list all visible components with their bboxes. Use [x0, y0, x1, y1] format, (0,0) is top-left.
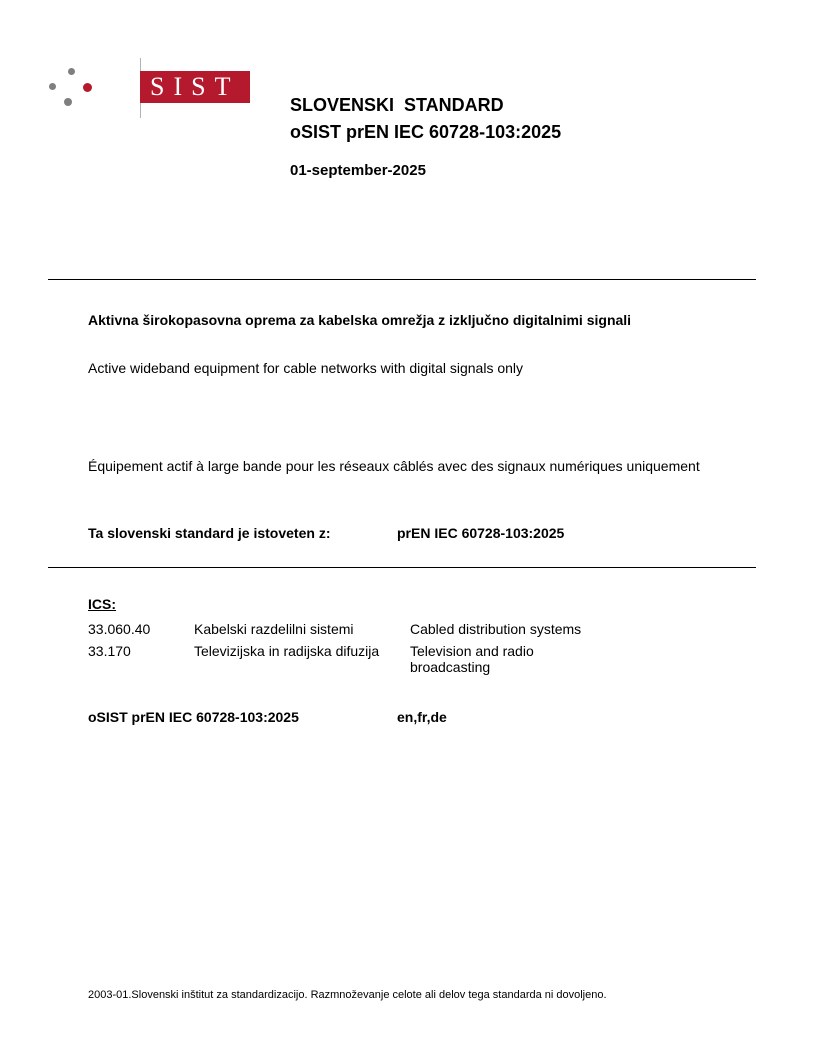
- document-languages: en,fr,de: [397, 709, 447, 725]
- identical-label: Ta slovenski standard je istoveten z:: [88, 525, 331, 541]
- logo-dot-icon: [64, 98, 72, 106]
- ics-description-slovenian: Televizijska in radijska difuzija: [194, 643, 380, 659]
- ics-heading: ICS:: [88, 596, 116, 612]
- ics-description-slovenian: Kabelski razdelilni sistemi: [194, 621, 354, 637]
- ics-code: 33.060.40: [88, 621, 151, 637]
- copyright-notice: 2003-01.Slovenski inštitut za standardizacijo. Razmnoževanje celote ali delov tega standarda ni dovoljeno.: [88, 989, 607, 1001]
- ics-description-english: Cabled distribution systems: [410, 621, 582, 637]
- logo-dot-icon: [83, 83, 92, 92]
- ics-description-english: Television and radio broadcasting: [410, 643, 534, 675]
- divider-top: [48, 279, 756, 280]
- divider-bottom: [48, 567, 756, 568]
- document-code: oSIST prEN IEC 60728-103:2025: [88, 709, 299, 725]
- ics-code: 33.170: [88, 643, 131, 659]
- title-slovenian: Aktivna širokopasovna oprema za kabelska omrežja z izključno digitalnimi signali: [88, 312, 632, 328]
- title-english: Active wideband equipment for cable networks with digital signals only: [88, 360, 524, 376]
- standard-code: oSIST prEN IEC 60728-103:2025: [290, 122, 562, 142]
- standard-heading: SLOVENSKI STANDARD: [290, 95, 504, 115]
- logo-dot-icon: [68, 68, 75, 75]
- logo-dot-icon: [49, 83, 56, 90]
- logo-wordmark: SIST: [140, 71, 250, 103]
- sist-logo: [46, 58, 240, 118]
- publication-date: 01-september-2025: [290, 162, 426, 179]
- identical-value: prEN IEC 60728-103:2025: [397, 525, 565, 541]
- title-french: Équipement actif à large bande pour les réseaux câblés avec des signaux numériques uniquement: [88, 458, 700, 474]
